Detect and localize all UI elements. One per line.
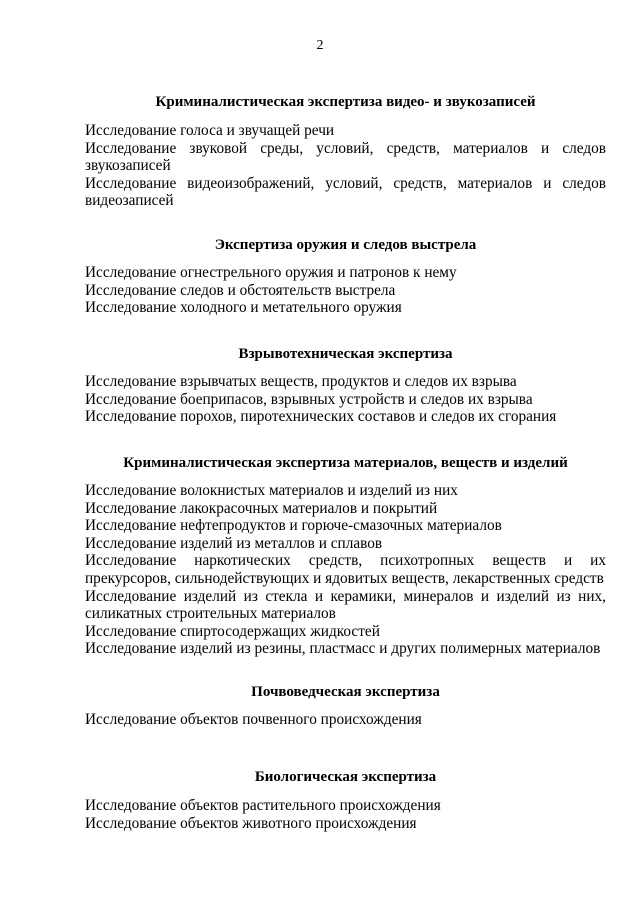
section-heading: Биологическая экспертиза xyxy=(254,769,437,785)
list-item: Исследование спиртосодержащих жидкостей xyxy=(85,622,380,640)
section xyxy=(85,93,606,210)
list-item: Исследование огнестрельного оружия и патронов к нему xyxy=(85,264,457,281)
list-item: Исследование холодного и метательного оружия xyxy=(85,299,402,317)
list-item: Исследование взрывчатых веществ, продуктов и следов их взрыва xyxy=(85,373,517,390)
list-item: Исследование объектов почвенного происхождения xyxy=(85,711,422,728)
list-item: Исследование голоса и звучащей речи xyxy=(85,122,335,139)
section xyxy=(85,454,606,658)
section-items xyxy=(85,797,606,832)
list-item: Исследование наркотических средств, психотропных веществ и их прекурсоров, сильнодействующих и ядовитых веществ, лекарственных средств xyxy=(85,552,606,587)
section-heading: Экспертиза оружия и следов выстрела xyxy=(214,237,477,253)
page-number: 2 xyxy=(316,38,324,53)
list-item: Исследование порохов, пиротехнических составов и следов их сгорания xyxy=(85,408,557,426)
list-item: Исследование лакокрасочных материалов и покрытий xyxy=(85,499,438,517)
list-item: Исследование следов и обстоятельств выстрела xyxy=(85,281,396,299)
list-item: Исследование объектов растительного происхождения xyxy=(85,797,441,814)
list-item: Исследование волокнистых материалов и изделий из них xyxy=(85,482,458,499)
list-item: Исследование изделий из стекла и керамики, минералов и изделий из них, силикатных строительных материалов xyxy=(85,587,606,623)
section xyxy=(85,236,606,317)
list-item: Исследование нефтепродуктов и горюче-смазочных материалов xyxy=(85,517,502,535)
list-item: Исследование изделий из металлов и сплавов xyxy=(85,534,383,552)
section-heading: Криминалистическая экспертиза материалов, веществ и изделий xyxy=(123,455,568,471)
list-item: Исследование видеоизображений, условий, средств, материалов и следов видеозаписей xyxy=(85,174,606,210)
list-item: Исследование боеприпасов, взрывных устройств и следов их взрыва xyxy=(85,390,533,408)
section-items xyxy=(85,482,606,658)
section xyxy=(85,345,606,426)
list-item: Исследование изделий из резины, пластмасс и других полимерных материалов xyxy=(85,640,601,658)
list-item: Исследование звуковой среды, условий, средств, материалов и следов звукозаписей xyxy=(85,139,606,175)
section-items xyxy=(85,264,606,317)
section-heading: Криминалистическая экспертиза видео- и звукозаписей xyxy=(155,94,536,110)
section xyxy=(85,683,606,728)
section xyxy=(85,768,606,832)
section-items xyxy=(85,122,606,210)
section-items xyxy=(85,373,606,426)
section-heading: Взрывотехническая экспертиза xyxy=(238,346,453,362)
list-item: Исследование объектов животного происхождения xyxy=(85,814,417,832)
section-heading: Почвоведческая экспертиза xyxy=(251,684,440,700)
section-items xyxy=(85,711,606,729)
